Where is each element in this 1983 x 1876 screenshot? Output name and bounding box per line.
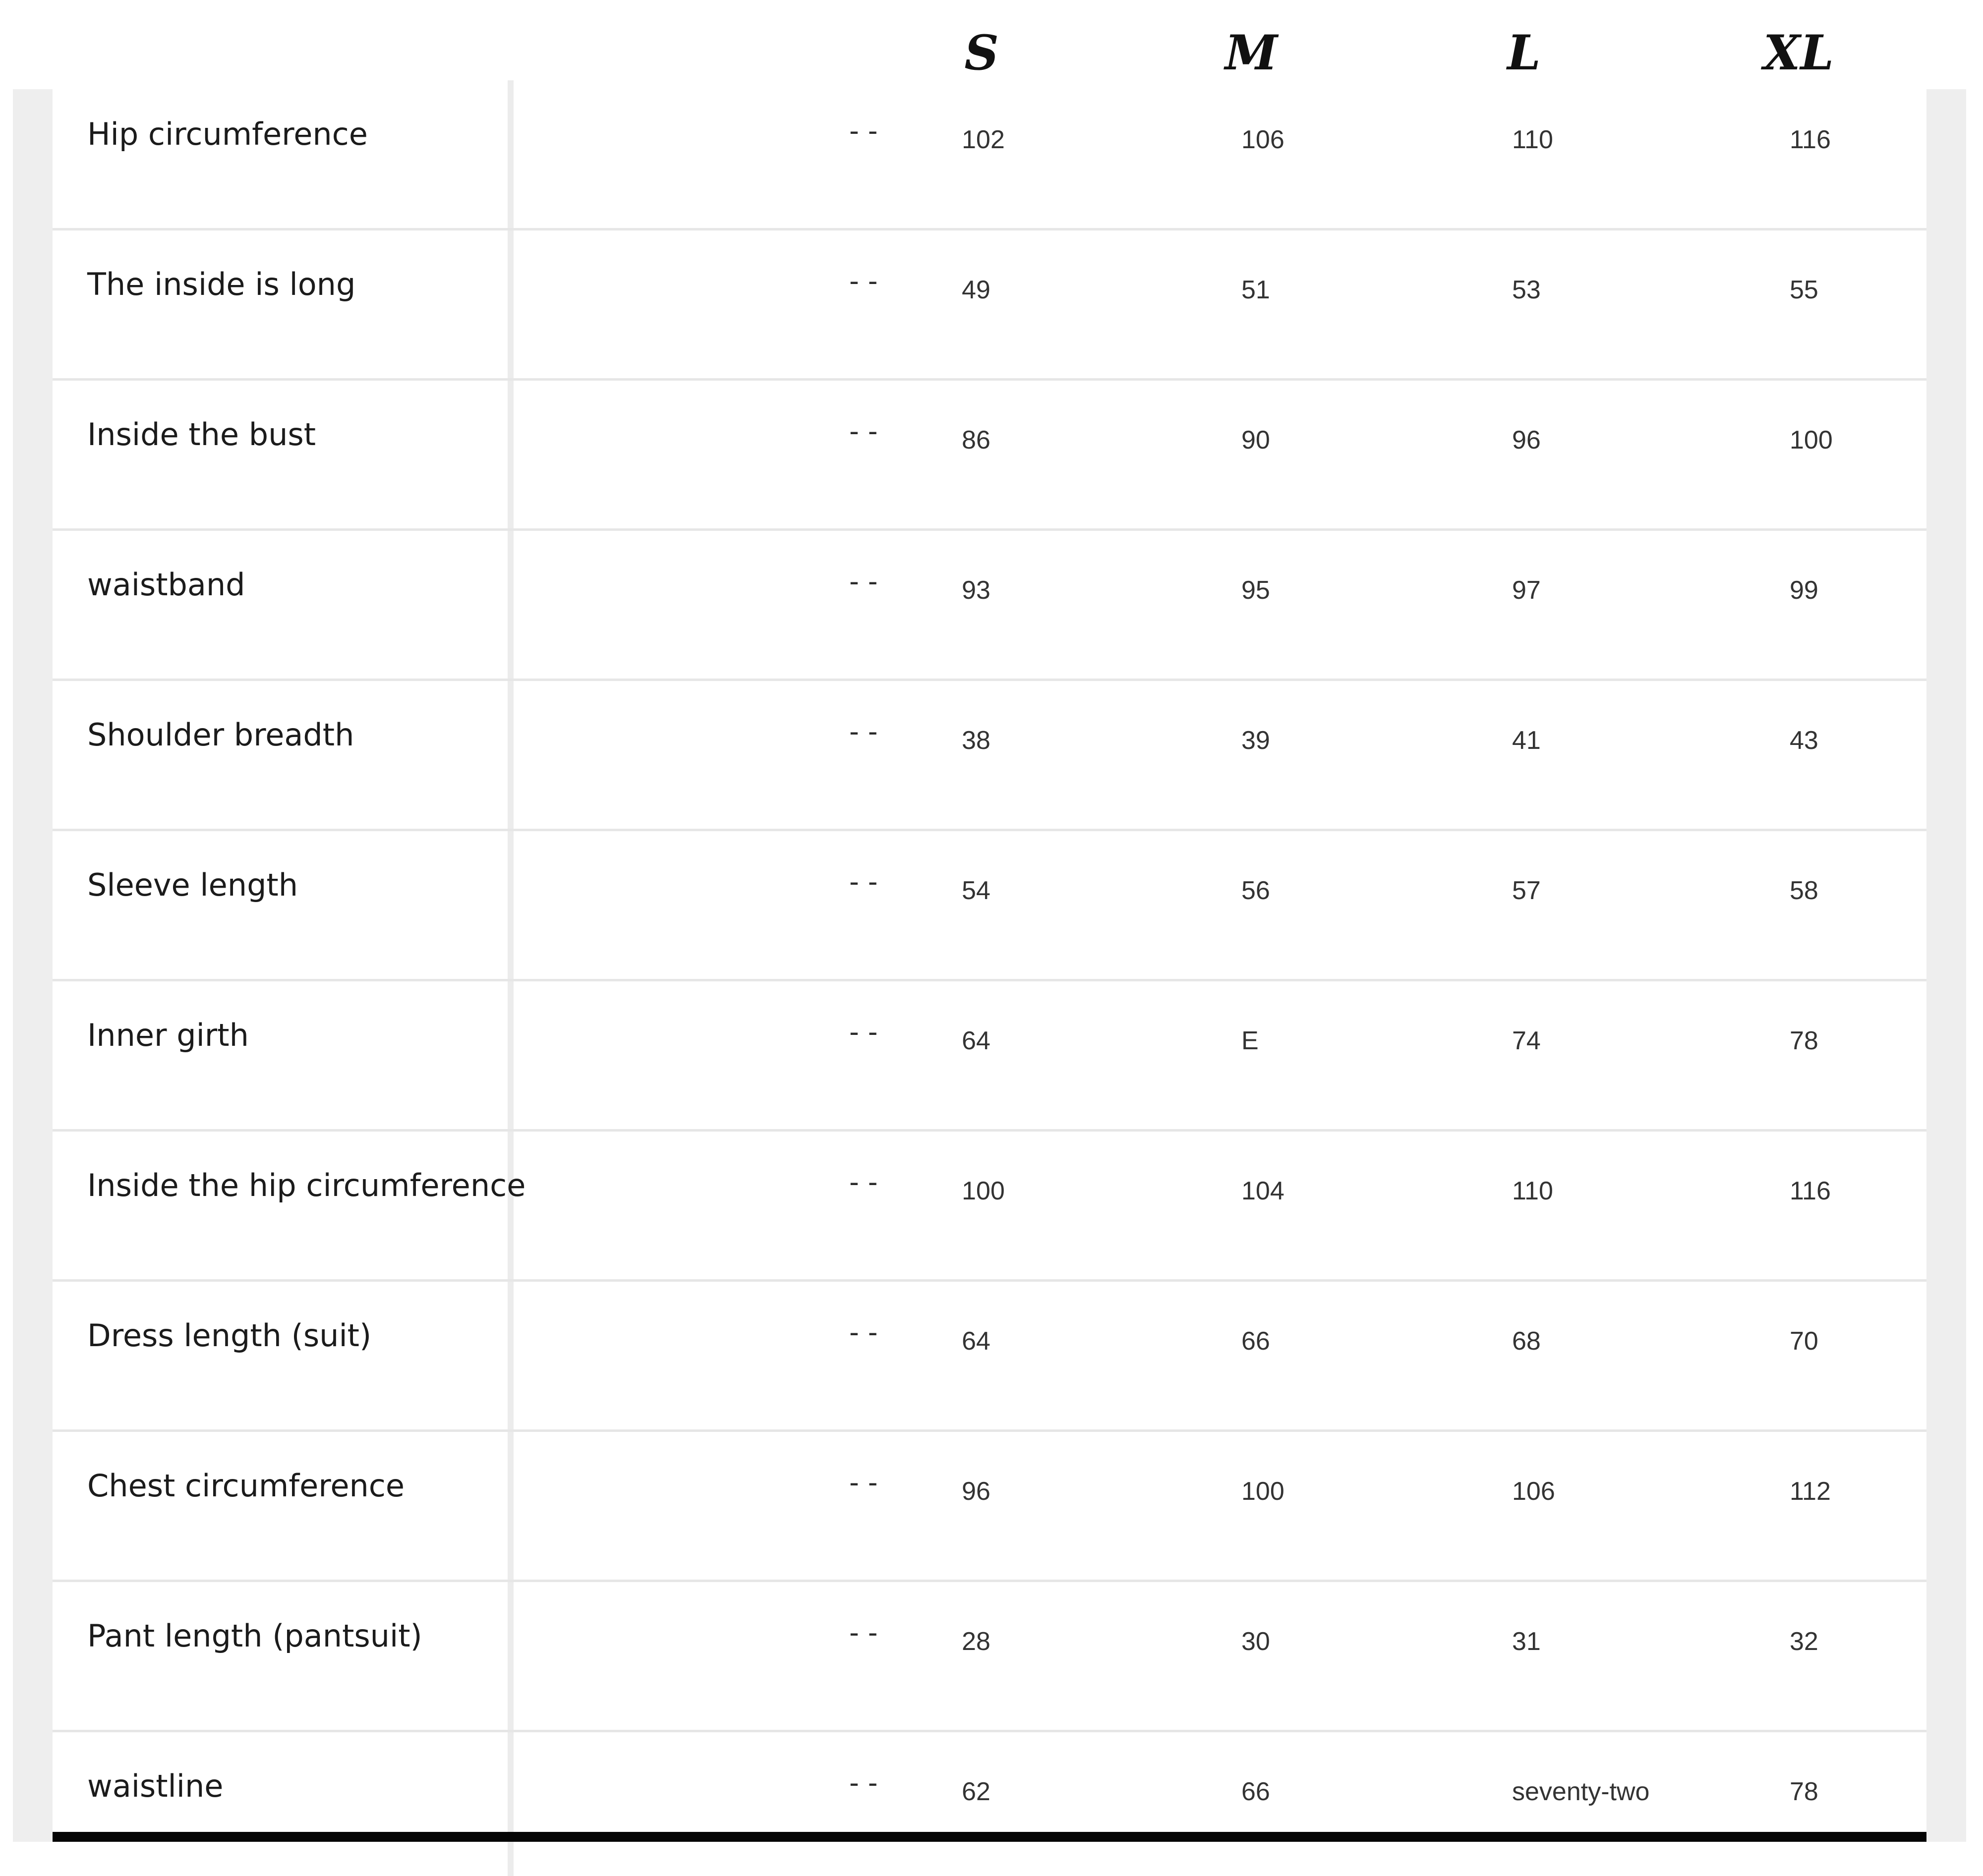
measurement-label: waistband: [87, 567, 245, 603]
value-xl: 99: [1790, 576, 1818, 605]
placeholder-dash: --: [846, 716, 883, 748]
placeholder-dash: --: [846, 1467, 883, 1499]
table-row: [53, 1132, 1926, 1282]
table-row: [53, 1282, 1926, 1432]
value-xl: 78: [1790, 1777, 1818, 1806]
value-l: 74: [1512, 1026, 1541, 1055]
value-l: 97: [1512, 576, 1541, 605]
value-l: 41: [1512, 726, 1541, 755]
value-xl: 116: [1790, 125, 1831, 154]
table-row: [53, 1732, 1926, 1876]
value-s: 28: [962, 1627, 991, 1656]
table-row: [53, 1432, 1926, 1582]
value-xl: 112: [1790, 1477, 1831, 1506]
value-xl: 32: [1790, 1627, 1818, 1656]
measurement-label: Inner girth: [87, 1017, 249, 1053]
table-row: [53, 981, 1926, 1132]
value-l: 57: [1512, 876, 1541, 905]
placeholder-dash: --: [846, 566, 883, 598]
right-side-band: [1926, 89, 1966, 1842]
placeholder-dash: --: [846, 866, 883, 898]
value-m: E: [1241, 1026, 1259, 1055]
measurement-label-cell: [53, 1432, 514, 1580]
measurement-label-cell: [53, 1132, 526, 1279]
measurement-label: Hip circumference: [87, 116, 368, 152]
measurement-label: Pant length (pantsuit): [87, 1618, 422, 1654]
measurement-label: Dress length (suit): [87, 1317, 372, 1354]
placeholder-dash: --: [846, 1767, 883, 1799]
measurement-label: Shoulder breadth: [87, 717, 354, 753]
placeholder-dash: --: [846, 115, 883, 147]
measurement-table: [53, 80, 1926, 1876]
value-l: 53: [1512, 276, 1541, 304]
value-s: 86: [962, 426, 991, 455]
value-m: 39: [1241, 726, 1270, 755]
placeholder-dash: --: [846, 1166, 883, 1198]
value-s: 62: [962, 1777, 991, 1806]
value-l: 106: [1512, 1477, 1555, 1506]
measurement-label: Inside the hip circumference: [87, 1167, 526, 1203]
value-s: 49: [962, 276, 991, 304]
table-row: [53, 531, 1926, 681]
value-l: seventy-two: [1512, 1777, 1650, 1806]
value-s: 38: [962, 726, 991, 755]
value-xl: 58: [1790, 876, 1818, 905]
size-header-s: S: [964, 25, 999, 81]
value-m: 104: [1241, 1177, 1284, 1205]
value-xl: 100: [1790, 426, 1833, 455]
value-l: 110: [1512, 1177, 1553, 1205]
measurement-label-cell: [53, 1282, 514, 1429]
value-m: 100: [1241, 1477, 1284, 1506]
value-xl: 55: [1790, 276, 1818, 304]
value-xl: 43: [1790, 726, 1818, 755]
value-l: 96: [1512, 426, 1541, 455]
value-s: 96: [962, 1477, 991, 1506]
value-xl: 70: [1790, 1327, 1818, 1356]
placeholder-dash: --: [846, 265, 883, 297]
size-header-m: M: [1225, 25, 1278, 81]
value-m: 66: [1241, 1327, 1270, 1356]
value-s: 100: [962, 1177, 1005, 1205]
value-s: 54: [962, 876, 991, 905]
measurement-label-cell: [53, 80, 514, 228]
value-s: 64: [962, 1026, 991, 1055]
measurement-label: Sleeve length: [87, 867, 298, 903]
placeholder-dash: --: [846, 1617, 883, 1649]
placeholder-dash: --: [846, 1016, 883, 1048]
measurement-label: waistline: [87, 1768, 224, 1804]
measurement-label: Inside the bust: [87, 416, 316, 453]
table-row: [53, 381, 1926, 531]
measurement-label-cell: [53, 1732, 514, 1876]
table-row: [53, 681, 1926, 831]
placeholder-dash: --: [846, 1316, 883, 1349]
measurement-label: The inside is long: [87, 266, 356, 302]
left-side-band: [13, 89, 53, 1842]
measurement-label-cell: [53, 381, 514, 528]
value-s: 102: [962, 125, 1005, 154]
measurement-label-cell: [53, 1582, 514, 1730]
table-row: [53, 831, 1926, 981]
measurement-label-cell: [53, 681, 514, 829]
measurement-label-cell: [53, 230, 514, 378]
value-m: 106: [1241, 125, 1284, 154]
bottom-rule: [53, 1832, 1926, 1842]
measurement-label-cell: [53, 531, 514, 679]
value-l: 31: [1512, 1627, 1541, 1656]
measurement-label-cell: [53, 831, 514, 979]
table-row: [53, 1582, 1926, 1732]
measurement-label-cell: [53, 981, 514, 1129]
value-m: 56: [1241, 876, 1270, 905]
value-m: 30: [1241, 1627, 1270, 1656]
value-m: 66: [1241, 1777, 1270, 1806]
measurement-label: Chest circumference: [87, 1468, 405, 1504]
placeholder-dash: --: [846, 415, 883, 448]
value-m: 90: [1241, 426, 1270, 455]
value-m: 95: [1241, 576, 1270, 605]
size-chart: [53, 0, 1926, 1842]
value-xl: 78: [1790, 1026, 1818, 1055]
value-s: 64: [962, 1327, 991, 1356]
value-m: 51: [1241, 276, 1270, 304]
table-row: [53, 80, 1926, 230]
size-header-xl: XL: [1763, 25, 1834, 81]
value-l: 68: [1512, 1327, 1541, 1356]
value-xl: 116: [1790, 1177, 1831, 1205]
table-row: [53, 230, 1926, 381]
value-s: 93: [962, 576, 991, 605]
value-l: 110: [1512, 125, 1553, 154]
size-header-l: L: [1507, 25, 1541, 81]
